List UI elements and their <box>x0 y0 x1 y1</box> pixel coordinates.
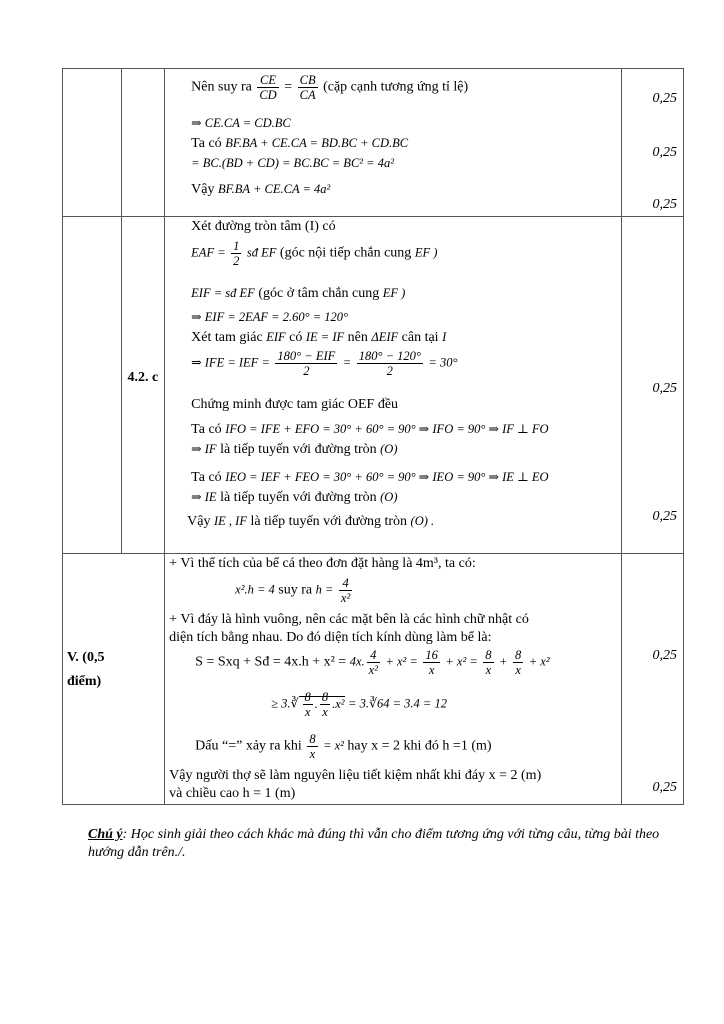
text: = <box>284 79 293 95</box>
math-line: ⇒ EIF = 2EAF = 2.60° = 120° <box>191 310 349 324</box>
score: 0,25 <box>652 381 677 396</box>
grading-table <box>62 68 684 805</box>
solution-cell <box>165 554 622 805</box>
math-line: EIF = sđ EF (góc ở tâm chắn cung EF ) <box>191 286 406 301</box>
fraction: $\frac{4}{\text{x²}}$ <box>340 576 351 605</box>
math-line: = BC.(BD + CD) = BC.BC = BC² = 4a² <box>191 156 394 170</box>
math-line: Ta có BF.BA + CE.CA = BD.BC + CD.BC <box>191 136 409 151</box>
text-line: Vậy người thợ sẽ làm nguyên liệu tiết kiệm nhất khi đáy x = 2 (m) <box>169 768 542 783</box>
text: Nên suy ra <box>191 79 252 95</box>
score-cell <box>622 217 684 554</box>
table-row <box>63 554 684 805</box>
question-label: 4.2. c <box>127 370 159 385</box>
score-cell <box>622 554 684 805</box>
fraction: $\frac{8}{x}$ <box>304 690 311 719</box>
footnote-text: : Học sinh giải theo cách khác mà đúng thì vẫn cho điểm tương ứng với từng câu, từng bài theo hướng dẫn trên./. <box>88 827 660 860</box>
subsection-cell <box>121 217 165 554</box>
fraction: $\frac{180^\circ - 120^\circ}{2}$ <box>358 349 421 378</box>
math-line: Xét tam giác EIF có IE = IF nên ΔEIF cân tại I <box>191 330 447 345</box>
fraction: $\frac{CB}{CA}$ <box>299 73 316 102</box>
score: 0,25 <box>652 197 677 212</box>
fraction: $\frac{CE}{CD}$ <box>259 73 277 102</box>
section-cell <box>63 554 165 805</box>
math-line: x².h = 4 suy ra h = $\frac{4}{\text{x²}}$ <box>235 576 351 605</box>
math-line: ≥ 3.∛ $\frac{8}{x}$ . $\frac{8}{x}$ .x² = 3.∛64 = 3.4 = 12 <box>271 690 447 719</box>
text-line: + Vì thể tích của bể cá theo đơn đặt hàng là 4m³, ta có: <box>169 556 476 571</box>
fraction: $\frac{16}{x}$ <box>425 648 438 677</box>
table-row <box>63 217 684 554</box>
math-line: Ta có IEO = IEF + FEO = 30° + 60° = 90° ⇒ IEO = 90° ⇒ IE ⊥ EO <box>191 470 549 485</box>
footnote <box>88 826 688 862</box>
text-line: ⇒ IE là tiếp tuyến với đường tròn (O) <box>191 490 398 505</box>
math-line: Dấu “=” xảy ra khi $\frac{8}{x}$ = x² hay x = 2 khi đó h =1 (m) <box>195 732 492 761</box>
ratio-line <box>191 73 468 102</box>
section-cell <box>63 69 122 217</box>
text-line: Vậy IE , IF là tiếp tuyến với đường tròn (O) . <box>187 514 435 529</box>
math-line: S = Sxq + Sđ = 4x.h + x² = 4x. $\frac{4}{\text{x²}}$ + x² = $\frac{16}{x}$ + x² = $\frac{8}{x}$ + $\frac{8}{x}$ + x² <box>195 648 550 677</box>
fraction: $\frac{\text{180° − EIF}}{2}$ <box>277 349 336 378</box>
fraction: $\frac{1}{2}$ <box>233 239 240 268</box>
text-line: và chiều cao h = 1 (m) <box>169 786 296 801</box>
text-line: + Vì đáy là hình vuông, nên các mặt bên là các hình chữ nhật có <box>169 612 529 627</box>
math-line: Ta có IFO = IFE + EFO = 30° + 60° = 90° ⇒ IFO = 90° ⇒ IF ⊥ FO <box>191 422 549 437</box>
fraction: $\frac{4}{\text{x²}}$ <box>368 648 378 677</box>
score: 0,25 <box>652 91 677 106</box>
subsection-cell <box>121 69 165 217</box>
text-line: Xét đường tròn tâm (I) có <box>191 219 336 234</box>
score-cell <box>622 69 684 217</box>
text: (cặp cạnh tương ứng tỉ lệ) <box>323 79 469 95</box>
score: 0,25 <box>652 509 677 524</box>
text-line: ⇒ IF là tiếp tuyến với đường tròn (O) <box>191 442 398 457</box>
score: 0,25 <box>652 780 677 795</box>
section-cell <box>63 217 122 554</box>
text-line: Chứng minh được tam giác OEF đều <box>191 397 399 412</box>
math-line: EAF = $\frac{1}{2}$ sđ EF (góc nội tiếp chắn cung EF ) <box>191 239 438 268</box>
math-line: ⇒ CE.CA = CD.BC <box>191 116 291 130</box>
fraction: $\frac{8}{x}$ <box>485 648 492 677</box>
math-line: ⇒ IFE = IEF = $\frac{\text{180° − EIF}}{2}$ = $\frac{180^\circ - 120^\circ}{2}$ = 30° <box>191 349 458 378</box>
fraction: $\frac{8}{x}$ <box>321 690 329 719</box>
math-line: Vậy BF.BA + CE.CA = 4a² <box>191 182 331 197</box>
table-row <box>63 69 684 217</box>
solution-cell <box>165 217 622 554</box>
footnote-prefix: Chú ý <box>88 827 123 842</box>
solution-cell <box>165 69 622 217</box>
score: 0,25 <box>652 145 677 160</box>
section-label: V. (0,5 điểm) <box>67 650 105 689</box>
fraction: $\frac{8}{x}$ <box>309 732 316 761</box>
score: 0,25 <box>652 648 677 663</box>
text-line: diện tích bằng nhau. Do đó diện tích kính dùng làm bể là: <box>169 630 492 645</box>
fraction: $\frac{8}{x}$ <box>514 648 522 677</box>
